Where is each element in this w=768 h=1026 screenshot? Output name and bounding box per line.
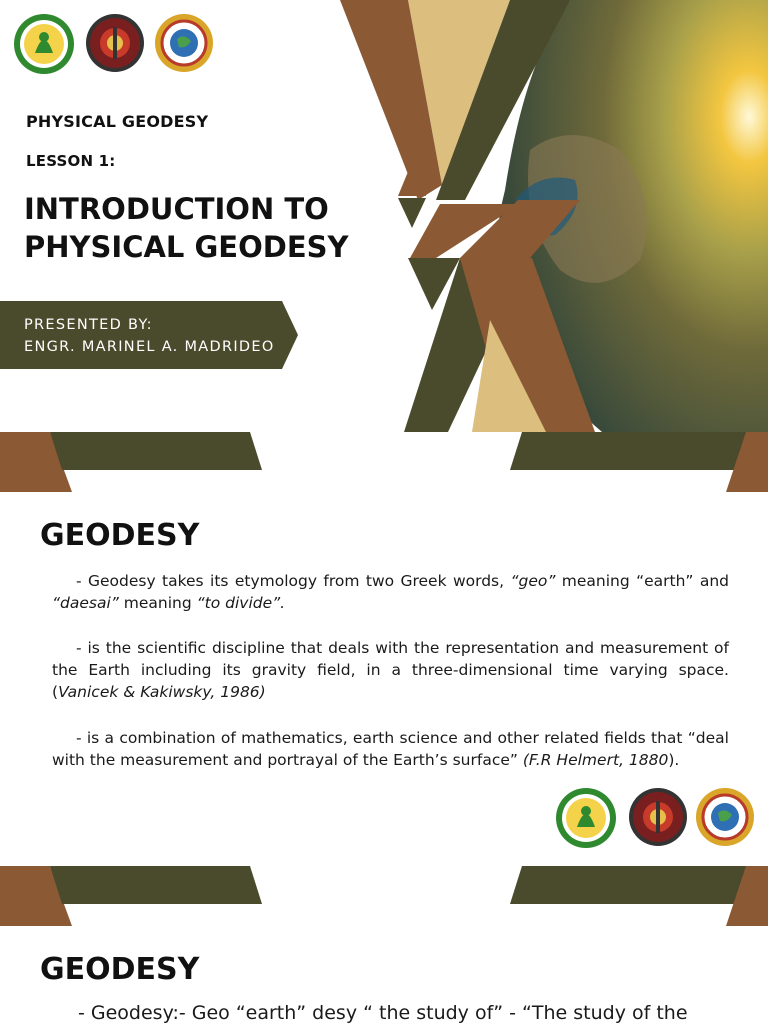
course-title: PHYSICAL GEODESY bbox=[26, 112, 209, 131]
presenter-info: PRESENTED BY: ENGR. MARINEL A. MADRIDEO bbox=[24, 317, 275, 355]
agri-university-seal-icon bbox=[13, 13, 75, 75]
definition-paragraph-3: - is a combination of mathematics, earth science and other related fields that “deal with the measurement and portrayal of the Earth’s surface” (F.R Helmert, 1880). bbox=[52, 729, 729, 769]
section-heading: GEODESY bbox=[40, 518, 200, 553]
section-heading: GEODESY bbox=[40, 952, 200, 987]
slide-divider bbox=[0, 432, 768, 492]
page-title: INTRODUCTION TO PHYSICAL GEODESY bbox=[24, 192, 349, 264]
geodetic-globe-seal-icon bbox=[694, 785, 756, 849]
geodetic-globe-seal-icon bbox=[153, 11, 215, 75]
definition-paragraph: - Geodesy:- Geo “earth” desy “ the study of” - “The study of the bbox=[78, 1002, 688, 1024]
agri-university-seal-icon bbox=[555, 787, 617, 849]
definition-paragraph-2: - is the scientific discipline that deals with the representation and measurement of the Earth including its gravity field, in a three-dimensional time varying space. (Vanicek & Kakiwsky, 1986) bbox=[52, 639, 729, 701]
engineering-gear-seal-icon bbox=[85, 13, 145, 73]
decorative-shapes bbox=[340, 0, 768, 432]
engineering-gear-seal-icon bbox=[628, 787, 688, 847]
definition-paragraph-1: - Geodesy takes its etymology from two Greek words, “geo” meaning “earth” and “daesai” meaning “to divide”. bbox=[52, 572, 729, 612]
slide-1 bbox=[0, 0, 768, 432]
slide-divider bbox=[0, 866, 768, 926]
lesson-label: LESSON 1: bbox=[26, 152, 116, 170]
